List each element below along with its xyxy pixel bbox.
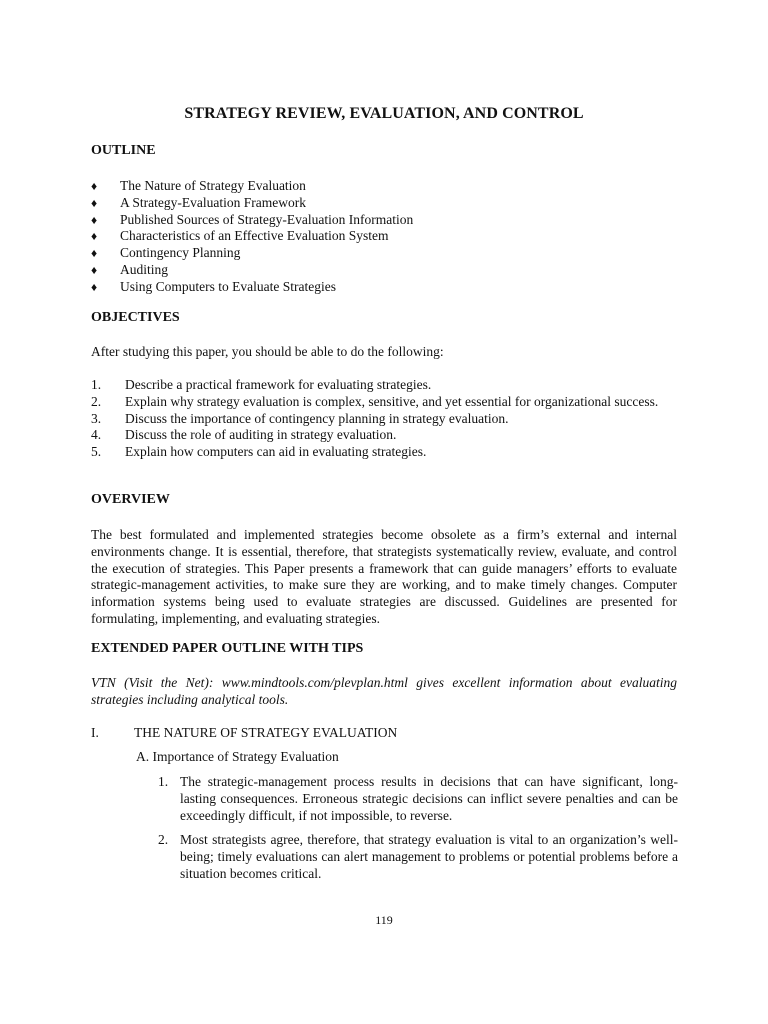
list-item: ♦ Published Sources of Strategy-Evaluation Information	[91, 211, 414, 227]
diamond-bullet-icon: ♦	[91, 195, 98, 210]
diamond-bullet-icon: ♦	[91, 179, 98, 193]
list-item: 1. Describe a practical framework for evaluating strategies.	[91, 377, 432, 392]
section-title: THE NATURE OF STRATEGY EVALUATION	[134, 725, 398, 740]
list-item: 2. Most strategists agree, therefore, that strategy evaluation is vital to an organization’s well-being; timely evaluations can alert management to problems or potential problems before a situation becomes critical.	[158, 832, 678, 881]
diamond-bullet-icon: ♦	[91, 229, 98, 244]
list-item: 5. Explain how computers can aid in evaluating strategies.	[91, 444, 427, 460]
list-item: ♦ A Strategy-Evaluation Framework	[91, 194, 306, 210]
subsection-points	[158, 774, 678, 824]
list-item: ♦ Using Computers to Evaluate Strategies	[91, 278, 336, 294]
overview-paragraph: The best formulated and implemented strategies become obsolete as a firm’s external and internal environments change. It is essential, therefore, that strategists systematically review, evaluate, and control the execution of strategies. This Paper presents a framework that can guide managers’ efforts to evaluate strategic-management activities, to make sure they are working, and to make timely changes. Computer information systems being used to evaluate strategies are discussed. Guidelines are presented for formulating, implementing, and evaluating strategies.	[91, 527, 677, 626]
objectives-list	[91, 377, 671, 461]
list-item: ♦ Contingency Planning	[91, 245, 241, 261]
outline-heading: OUTLINE	[91, 143, 156, 158]
objectives-heading: OBJECTIVES	[91, 310, 180, 325]
list-item: ♦ The Nature of Strategy Evaluation	[91, 178, 306, 193]
diamond-bullet-icon: ♦	[91, 212, 98, 227]
diamond-bullet-icon: ♦	[91, 279, 98, 294]
list-item: ♦ Characteristics of an Effective Evaluation System	[91, 228, 389, 244]
subsection-points	[158, 832, 678, 882]
outline-list	[91, 178, 413, 296]
section-number: I.	[91, 725, 99, 740]
page-number: 119	[375, 913, 393, 927]
list-item: 2. Explain why strategy evaluation is complex, sensitive, and yet essential for organizational success.	[91, 393, 659, 409]
list-item: 1. The strategic-management process results in decisions that can have significant, long-lasting consequences. Erroneous strategic decisions can inflict severe penalties and can be exceedingly difficult, if not impossible, to reverse.	[158, 774, 678, 823]
overview-heading: OVERVIEW	[91, 492, 170, 507]
objectives-intro: After studying this paper, you should be able to do the following:	[91, 344, 444, 359]
visit-the-net-tip: VTN (Visit the Net): www.mindtools.com/plevplan.html gives excellent information about evaluating strategies including analytical tools.	[91, 675, 677, 707]
list-item: 3. Discuss the importance of contingency planning in strategy evaluation.	[91, 410, 509, 426]
list-item: ♦ Auditing	[91, 261, 169, 277]
diamond-bullet-icon: ♦	[91, 262, 98, 277]
page-title: STRATEGY REVIEW, EVALUATION, AND CONTROL	[184, 105, 584, 122]
diamond-bullet-icon: ♦	[91, 246, 98, 261]
subsection-heading: A. Importance of Strategy Evaluation	[136, 749, 339, 764]
extended-outline-heading: EXTENDED PAPER OUTLINE WITH TIPS	[91, 641, 364, 656]
list-item: 4. Discuss the role of auditing in strategy evaluation.	[91, 427, 397, 443]
